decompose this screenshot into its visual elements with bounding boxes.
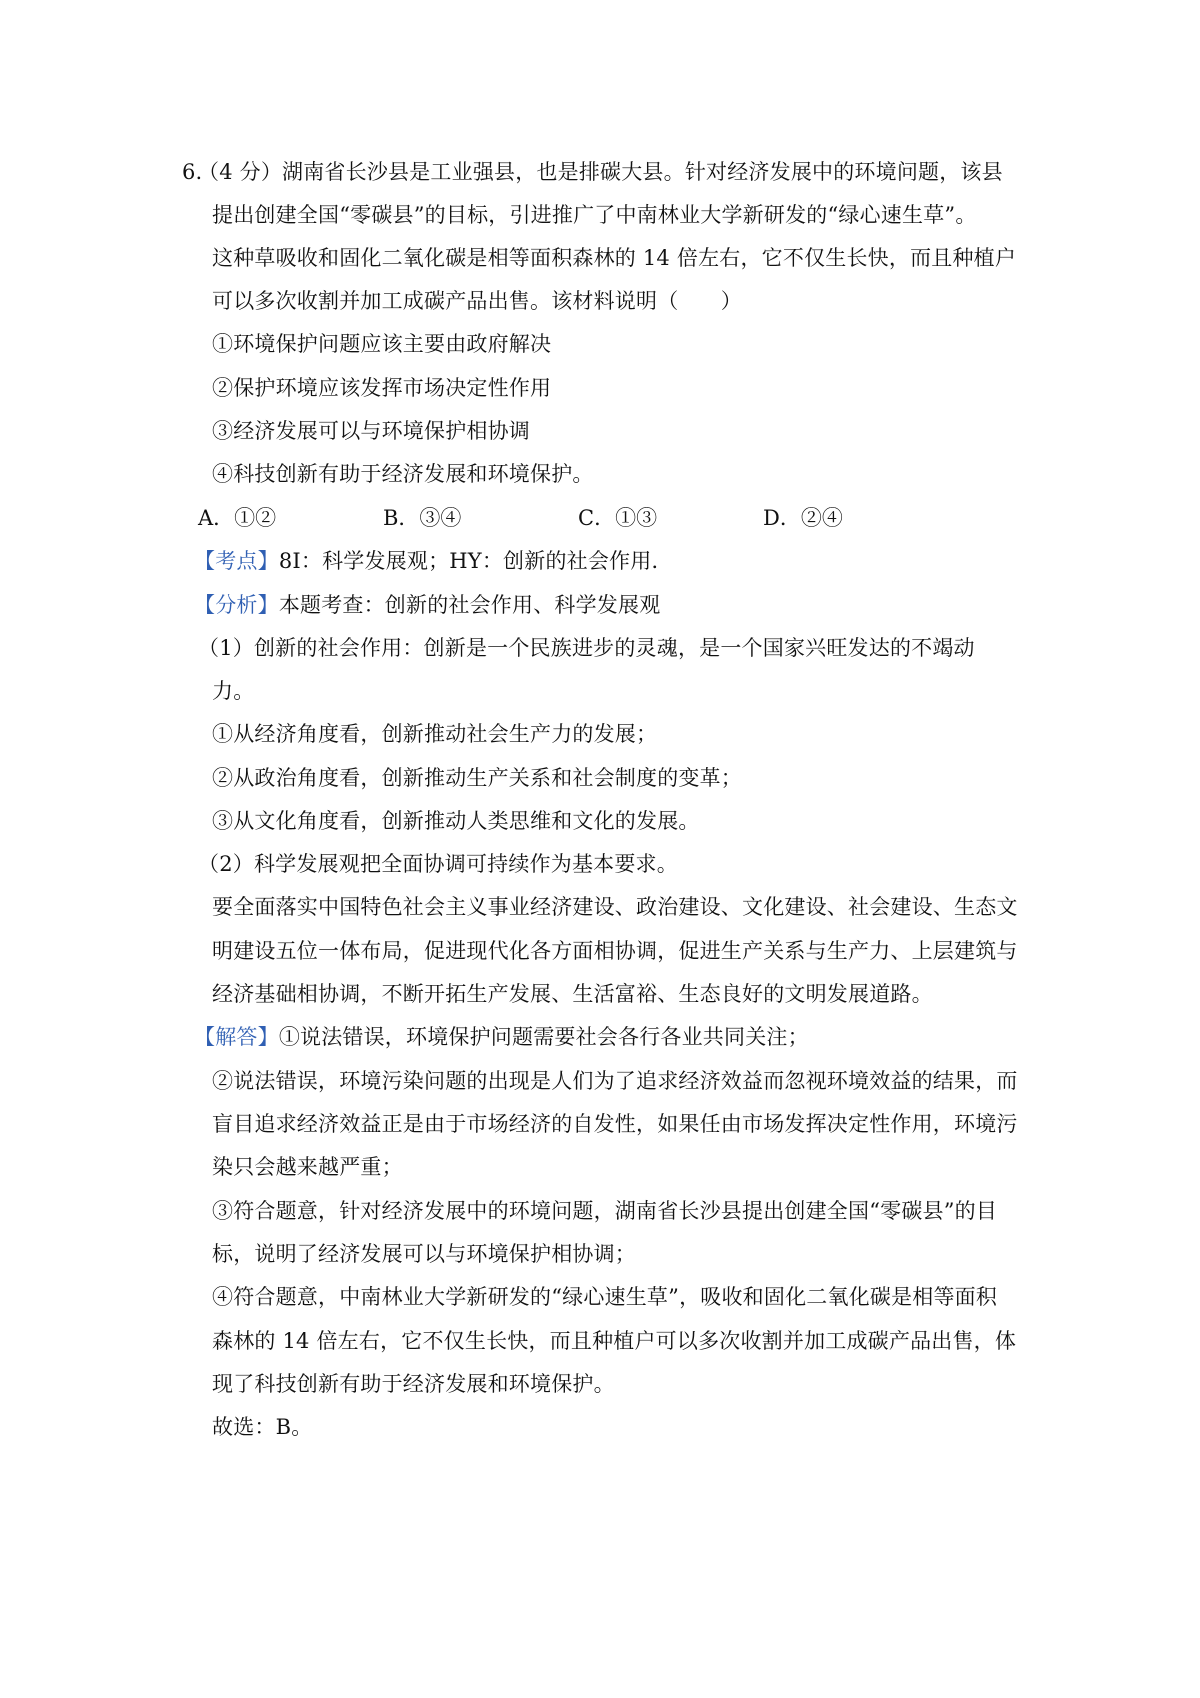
statement-2: ②保护环境应该发挥市场决定性作用 <box>212 376 552 400</box>
option-d: D．②④ <box>763 506 843 530</box>
fenxi-line-5: ③从文化角度看，创新推动人类思维和文化的发展。 <box>212 809 700 833</box>
question-stem-line-2: 提出创建全国“零碳县”的目标，引进推广了中南林业大学新研发的“绿心速生草”。 <box>212 203 977 227</box>
final-answer: 故选：B。 <box>212 1415 313 1439</box>
statement-1: ①环境保护问题应该主要由政府解决 <box>212 332 552 356</box>
fenxi-line-7: 要全面落实中国特色社会主义事业经济建设、政治建设、文化建设、社会建设、生态文 <box>212 895 1018 919</box>
jieda-tag: 【解答】 <box>194 1025 279 1049</box>
jieda-line-2: 盲目追求经济效益正是由于市场经济的自发性，如果任由市场发挥决定性作用，环境污 <box>212 1112 1018 1136</box>
kaodian-tag: 【考点】 <box>194 549 279 573</box>
fenxi-line <box>194 590 1024 620</box>
fenxi-line-3: ①从经济角度看，创新推动社会生产力的发展； <box>212 722 658 746</box>
jieda-line-7: 森林的 14 倍左右，它不仅生长快，而且种植户可以多次收割并加工成碳产品出售，体 <box>212 1329 1017 1353</box>
jieda-line-4: ③符合题意，针对经济发展中的环境问题，湖南省长沙县提出创建全国“零碳县”的目 <box>212 1199 998 1223</box>
option-c: C．①③ <box>578 506 658 530</box>
jieda-line-5: 标，说明了经济发展可以与环境保护相协调； <box>212 1242 636 1266</box>
jieda-line-1: ②说法错误，环境污染问题的出现是人们为了追求经济效益而忽视环境效益的结果，而 <box>212 1069 1018 1093</box>
fenxi-line-6: （2）科学发展观把全面协调可持续作为基本要求。 <box>198 852 678 876</box>
question-stem-line-1: （4 分）湖南省长沙县是工业强县，也是排碳大县。针对经济发展中的环境问题，该县 <box>198 160 1003 184</box>
jieda-line-8: 现了科技创新有助于经济发展和环境保护。 <box>212 1372 615 1396</box>
jieda-text: ①说法错误，环境保护问题需要社会各行各业共同关注； <box>278 1025 809 1049</box>
fenxi-line-4: ②从政治角度看，创新推动生产关系和社会制度的变革； <box>212 766 742 790</box>
question-number: 6. <box>182 160 203 184</box>
statement-3: ③经济发展可以与环境保护相协调 <box>212 419 530 443</box>
option-a: A．①② <box>198 506 277 530</box>
jieda-line <box>194 1022 1024 1052</box>
kaodian-line <box>194 546 1024 576</box>
question-stem-line-3: 这种草吸收和固化二氧化碳是相等面积森林的 14 倍左右，它不仅生长快，而且种植户 <box>212 246 1017 270</box>
statement-4: ④科技创新有助于经济发展和环境保护。 <box>212 462 594 486</box>
jieda-line-6: ④符合题意，中南林业大学新研发的“绿心速生草”，吸收和固化二氧化碳是相等面积 <box>212 1285 998 1309</box>
fenxi-line-1: （1）创新的社会作用：创新是一个民族进步的灵魂，是一个国家兴旺发达的不竭动 <box>198 636 975 660</box>
fenxi-line-9: 经济基础相协调，不断开拓生产发展、生活富裕、生态良好的文明发展道路。 <box>212 982 933 1006</box>
question-stem-line-4: 可以多次收割并加工成碳产品出售。该材料说明（ ） <box>212 289 742 313</box>
fenxi-tag: 【分析】 <box>194 593 279 617</box>
fenxi-line-2: 力。 <box>212 679 255 703</box>
fenxi-text: 本题考查：创新的社会作用、科学发展观 <box>278 593 661 617</box>
jieda-line-3: 染只会越来越严重； <box>212 1155 403 1179</box>
fenxi-line-8: 明建设五位一体布局，促进现代化各方面相协调，促进生产关系与生产力、上层建筑与 <box>212 939 1018 963</box>
option-b: B．③④ <box>383 506 462 530</box>
kaodian-text: 8I：科学发展观；HY：创新的社会作用． <box>278 549 673 573</box>
